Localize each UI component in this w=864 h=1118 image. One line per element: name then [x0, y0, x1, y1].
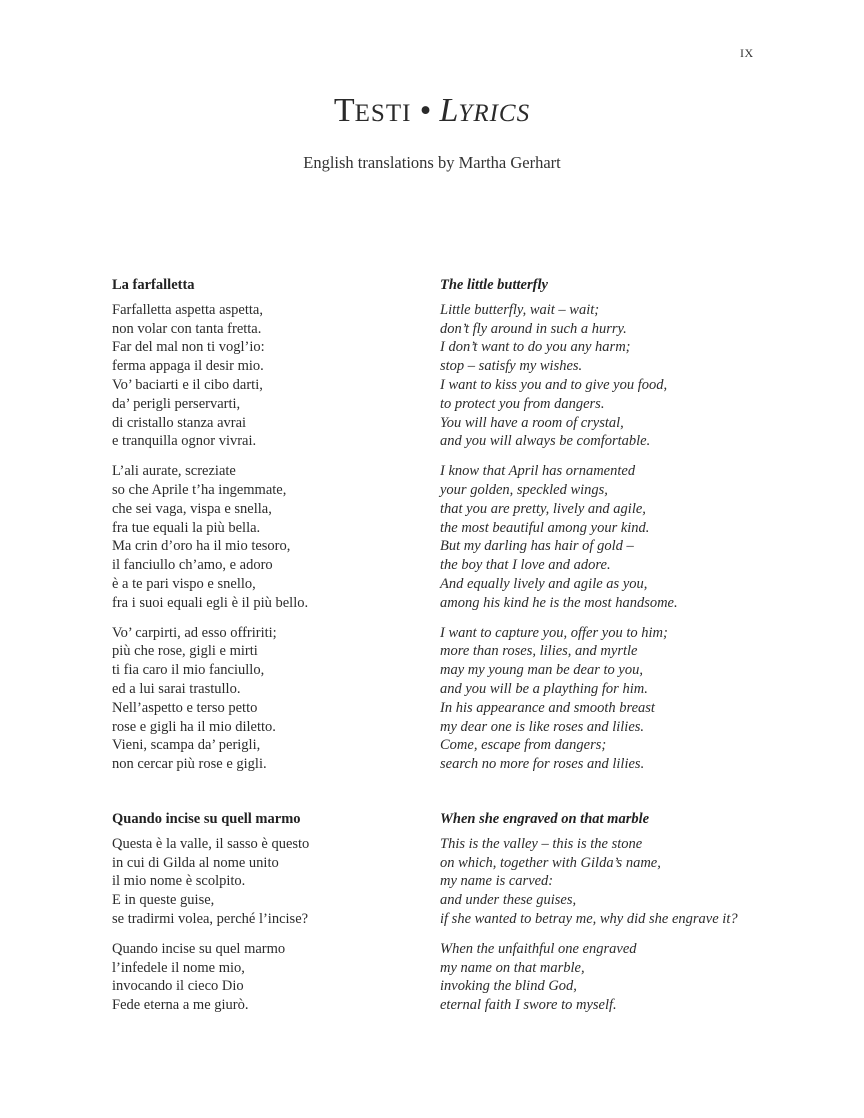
verse-line: among his kind he is the most handsome.: [440, 594, 678, 611]
verse-line: fra tue equali la più bella.: [112, 519, 261, 536]
verse-line: more than roses, lilies, and myrtle: [440, 643, 638, 660]
verse-line: il fanciullo ch’amo, e adoro: [112, 557, 273, 574]
stanza: [112, 301, 442, 451]
verse-line: and under these guises,: [440, 892, 577, 909]
verse-line: Nell’aspetto e terso petto: [112, 699, 258, 716]
verse-line: di cristallo stanza avrai: [112, 414, 247, 431]
verse-line: Questa è la valle, il sasso è questo: [112, 835, 310, 852]
verse-line: You will have a room of crystal,: [440, 414, 624, 431]
verse-line: E in queste guise,: [112, 892, 215, 909]
verse-line: And equally lively and agile as you,: [440, 575, 648, 592]
verse-line: if she wanted to betray me, why did she engrave it?: [440, 910, 738, 927]
verse-line: Come, escape from dangers;: [440, 737, 607, 754]
verse-line: my dear one is like roses and lilies.: [440, 718, 645, 735]
verse-line: non volar con tanta fretta.: [112, 320, 262, 337]
verse-line: che sei vaga, vispa e snella,: [112, 500, 272, 517]
stanza: [112, 624, 442, 774]
verse-line: on which, together with Gilda’s name,: [440, 854, 661, 871]
song-1-english: [440, 276, 770, 785]
verse-line: più che rose, gigli e mirti: [112, 643, 258, 660]
song-title: Quando incise su quell marmo: [112, 811, 301, 827]
verse-line: my name is carved:: [440, 873, 554, 890]
verse-line: In his appearance and smooth breast: [440, 699, 655, 716]
song-title: The little butterfly: [440, 277, 548, 293]
song-title: When she engraved on that marble: [440, 811, 650, 827]
verse-line: to protect you from dangers.: [440, 395, 605, 412]
stanzas: [440, 301, 770, 774]
verse-line: and you will always be comfortable.: [440, 433, 651, 450]
stanza: [112, 835, 442, 929]
verse-line: may my young man be dear to you,: [440, 662, 643, 679]
verse-line: invocando il cieco Dio: [112, 978, 244, 995]
verse-line: Farfalletta aspetta aspetta,: [112, 301, 263, 318]
verse-line: Vo’ baciarti e il cibo darti,: [112, 376, 263, 393]
stanza: [440, 835, 770, 929]
title-separator: •: [419, 93, 432, 129]
verse-line: Far del mal non ti vogl’io:: [112, 339, 265, 356]
verse-line: da’ perigli perservarti,: [112, 395, 241, 412]
verse-line: in cui di Gilda al nome unito: [112, 854, 279, 871]
page-subtitle: English translations by Martha Gerhart: [303, 153, 561, 172]
verse-line: This is the valley – this is the stone: [440, 835, 643, 852]
verse-line: il mio nome è scolpito.: [112, 873, 246, 890]
stanzas: [440, 835, 770, 1015]
verse-line: that you are pretty, lively and agile,: [440, 500, 646, 517]
verse-line: e tranquilla ognor vivrai.: [112, 433, 257, 450]
verse-line: Quando incise su quel marmo: [112, 940, 286, 957]
stanza: [440, 462, 770, 612]
verse-line: and you will be a plaything for him.: [440, 680, 648, 697]
verse-line: don’t fly around in such a hurry.: [440, 320, 627, 337]
song-2-italian: [112, 810, 442, 1026]
verse-line: I don’t want to do you any harm;: [440, 339, 631, 356]
stanzas: [112, 835, 442, 1015]
stanzas: [112, 301, 442, 774]
verse-line: I want to kiss you and to give you food,: [440, 376, 668, 393]
verse-line: your golden, speckled wings,: [440, 481, 608, 498]
verse-line: my name on that marble,: [440, 959, 585, 976]
verse-line: Fede eterna a me giurò.: [112, 997, 249, 1014]
verse-line: search no more for roses and lilies.: [440, 756, 645, 773]
verse-line: è a te pari vispo e snello,: [112, 575, 256, 592]
verse-line: rose e gigli ha il mio diletto.: [112, 718, 276, 735]
verse-line: eternal faith I swore to myself.: [440, 997, 617, 1014]
verse-line: I know that April has ornamented: [440, 463, 636, 480]
verse-line: Ma crin d’oro ha il mio tesoro,: [112, 538, 291, 555]
song-1-italian: [112, 276, 442, 785]
verse-line: invoking the blind God,: [440, 978, 577, 995]
stanza: [440, 940, 770, 1015]
verse-line: fra i suoi equali egli è il più bello.: [112, 594, 309, 611]
stanza: [440, 624, 770, 774]
verse-line: Vieni, scampa da’ perigli,: [112, 737, 261, 754]
song-title: La farfalletta: [112, 277, 195, 293]
verse-line: se tradirmi volea, perché l’incise?: [112, 910, 309, 927]
verse-line: the most beautiful among your kind.: [440, 519, 650, 536]
verse-line: When the unfaithful one engraved: [440, 940, 637, 957]
stanza: [440, 301, 770, 451]
verse-line: Little butterfly, wait – wait;: [440, 301, 600, 318]
verse-line: ti fia caro il mio fanciullo,: [112, 662, 265, 679]
verse-line: ed a lui sarai trastullo.: [112, 680, 241, 697]
verse-line: the boy that I love and adore.: [440, 557, 611, 574]
verse-line: stop – satisfy my wishes.: [440, 358, 583, 375]
verse-line: L’ali aurate, screziate: [112, 463, 236, 480]
verse-line: l’infedele il nome mio,: [112, 959, 245, 976]
verse-line: But my darling has hair of gold –: [440, 538, 634, 555]
verse-line: so che Aprile t’ha ingemmate,: [112, 481, 287, 498]
verse-line: ferma appaga il desir mio.: [112, 358, 264, 375]
stanza: [112, 462, 442, 612]
verse-line: Vo’ carpirti, ad esso offririti;: [112, 624, 277, 641]
page-title: TESTI • LYRICS: [333, 92, 531, 129]
verse-line: non cercar più rose e gigli.: [112, 756, 267, 773]
verse-line: I want to capture you, offer you to him;: [440, 624, 668, 641]
stanza: [112, 940, 442, 1015]
title-english: LYRICS: [439, 92, 531, 129]
song-2-english: [440, 810, 770, 1026]
title-italian: T: [333, 92, 355, 129]
page-number: IX: [740, 46, 754, 60]
